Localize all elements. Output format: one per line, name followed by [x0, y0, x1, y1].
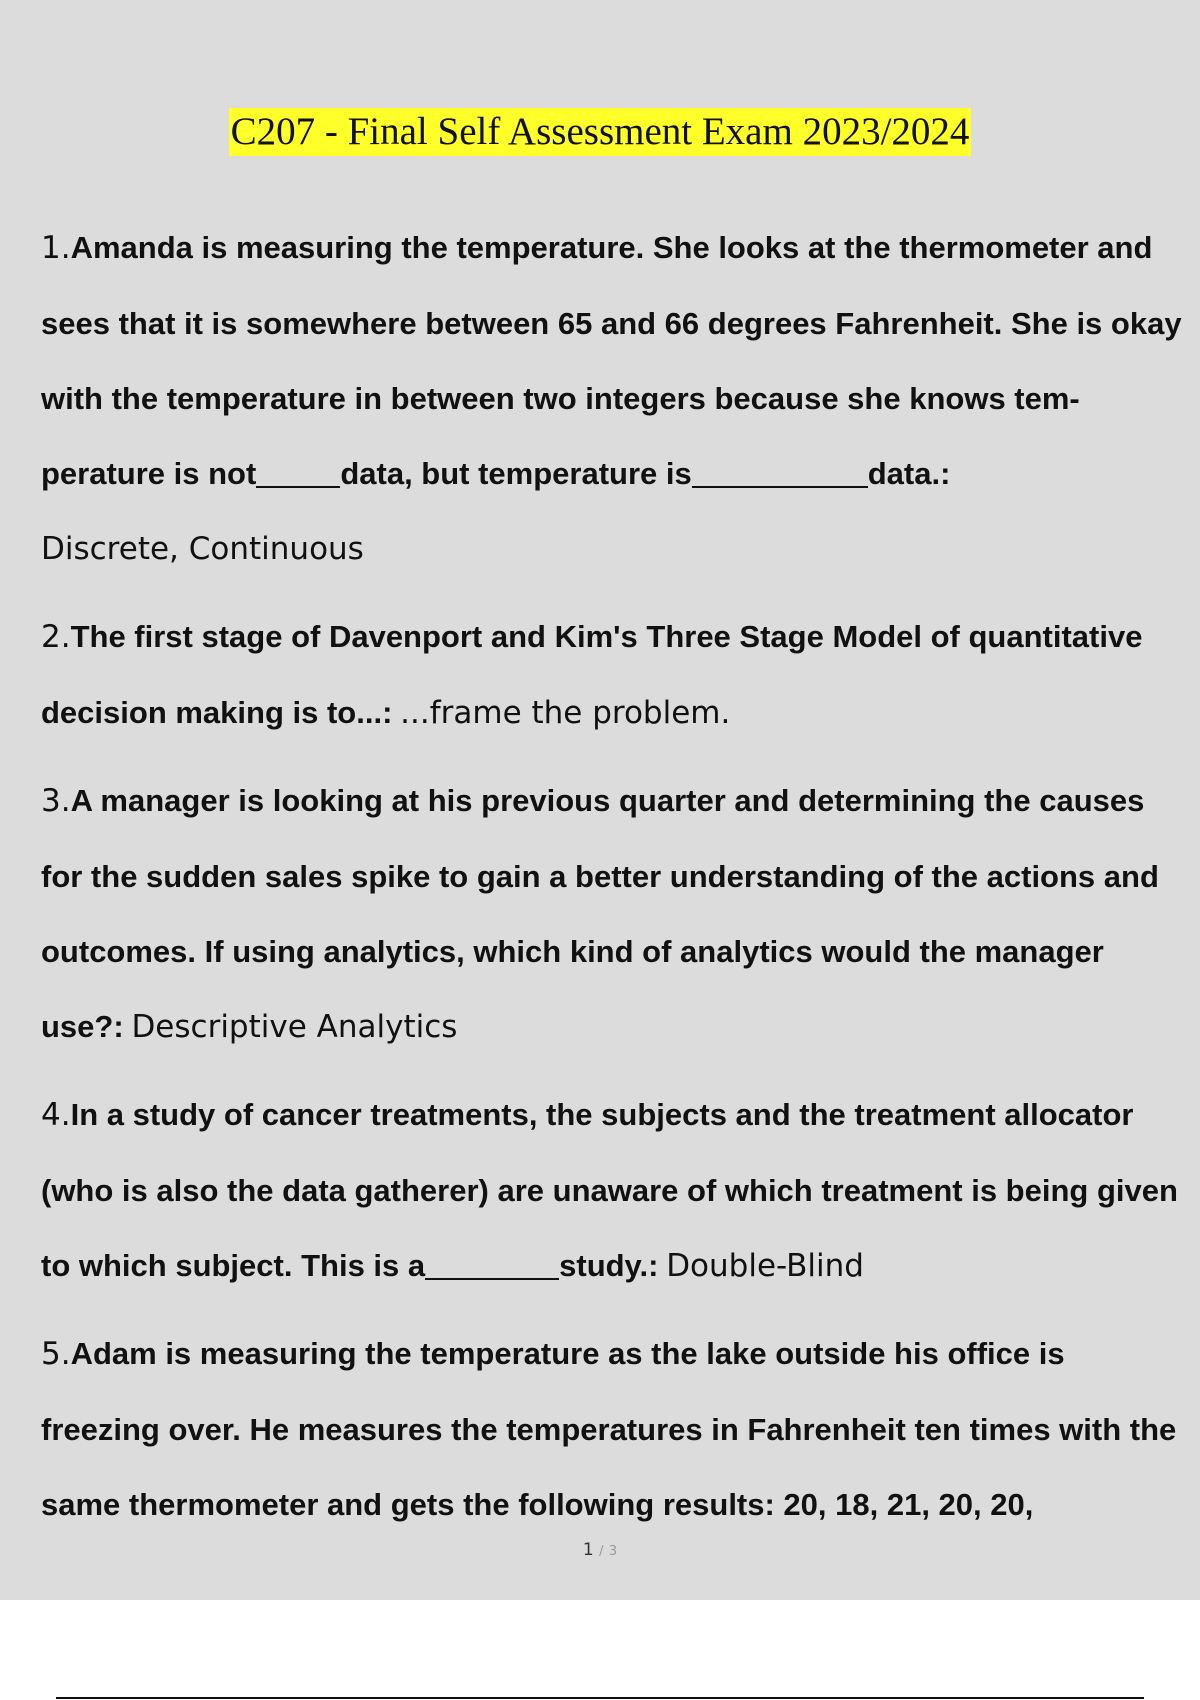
question-1 [41, 210, 1191, 587]
question-answer: Descriptive Analytics [131, 1009, 458, 1045]
question-text: data, but temperature is [340, 456, 692, 491]
question-number: 2. [41, 619, 71, 655]
question-number: 5. [41, 1336, 71, 1372]
answer-blank [425, 1277, 559, 1280]
answer-blank [692, 485, 868, 488]
document-title: C207 - Final Self Assessment Exam 2023/2024 [229, 108, 972, 156]
question-text: data.: [867, 456, 951, 491]
question-number: 3. [41, 783, 71, 819]
question-number: 1. [41, 230, 71, 266]
page-current: 1 [582, 1540, 594, 1560]
question-answer: Discrete, Continuous [41, 531, 364, 567]
question-text: study.: [559, 1248, 659, 1283]
question-3 [41, 763, 1191, 1065]
page-separator: / [599, 1544, 604, 1559]
question-text: Adam is measuring the temperature as the lake outside his office is freezing over. He measures the temperatures in Fahrenheit ten times with the same thermometer and gets the following results: 20, 18, 21, 20, 20, [41, 1336, 1177, 1522]
question-text: In a study of cancer treatments, the subjects and the treatment allocator (who is also the data gatherer) are unaware of which treatment is being given to which subject. This is a [41, 1097, 1178, 1283]
title-container [0, 108, 1200, 156]
page-total: 3 [608, 1544, 618, 1559]
question-text: The first stage of Davenport and Kim's Three Stage Model of quantitative decision making is to...: [41, 619, 1143, 730]
question-2 [41, 599, 1191, 751]
page-indicator [0, 1540, 1200, 1560]
question-5 [41, 1316, 1191, 1542]
answer-blank [256, 485, 340, 488]
question-text: Amanda is measuring the temperature. She looks at the thermometer and sees that it is somewhere between 65 and 66 degrees Fahrenheit. She is okay with the temperature in between two integers because she knows tem- perature is not [41, 230, 1182, 491]
question-text: A manager is looking at his previous quarter and determining the causes for the sudden sales spike to gain a better understanding of the actions and outcomes. If using analytics, which kind of analytics would the manager use?: [41, 783, 1159, 1044]
question-list [41, 210, 1191, 1554]
page-divider [56, 1697, 1144, 1699]
question-answer: ...frame the problem. [400, 695, 731, 731]
question-number: 4. [41, 1097, 71, 1133]
question-answer: Double-Blind [666, 1248, 864, 1284]
question-4 [41, 1077, 1191, 1304]
